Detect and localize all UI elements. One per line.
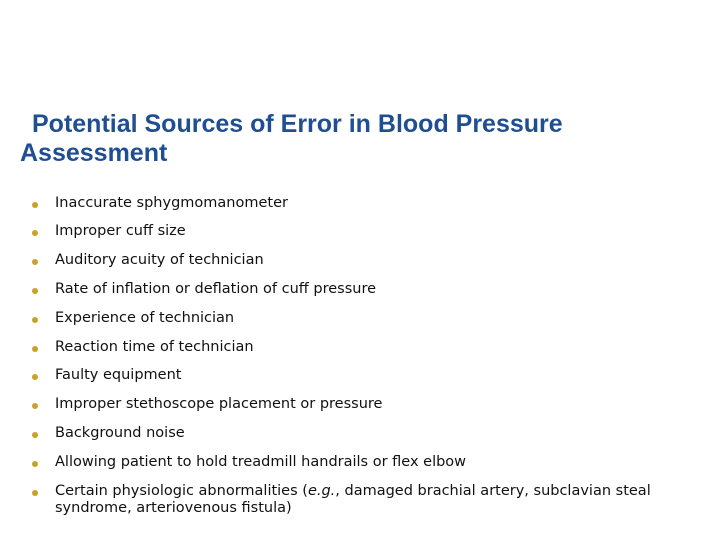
bullet-dot-icon	[32, 403, 38, 409]
bullet-dot-icon	[32, 202, 38, 208]
bullet-dot-icon	[32, 432, 38, 438]
bullet-text: Faulty equipment	[55, 367, 182, 383]
bullet-text: Background noise	[55, 425, 185, 441]
slide-title-text: Potential Sources of Error in Blood Pressure Assessment	[20, 110, 563, 167]
bullet-text: Improper stethoscope placement or pressure	[55, 396, 383, 412]
bullet-text-last	[55, 483, 692, 517]
bullet-dot-icon	[32, 490, 38, 496]
bullet-dot-icon	[32, 346, 38, 352]
bullet-item	[32, 454, 692, 471]
bullet-text: Improper cuff size	[55, 223, 186, 239]
bullet-text: Inaccurate sphygmomanometer	[55, 195, 288, 211]
bullet-dot-icon	[32, 288, 38, 294]
bullet-text: Auditory acuity of technician	[55, 252, 264, 268]
bullet-item	[32, 195, 692, 212]
bullet-item	[32, 252, 692, 269]
bullet-item	[32, 339, 692, 356]
bullet-item	[32, 367, 692, 384]
bullet-item	[32, 425, 692, 442]
bullet-text: Experience of technician	[55, 310, 235, 326]
bullet-item	[32, 396, 692, 413]
bullet-text: Allowing patient to hold treadmill handrails or flex elbow	[55, 454, 467, 470]
bullet-item	[32, 223, 692, 240]
bullet-text-after: , damaged brachial artery, subclavian steal syndrome, arteriovenous fistula)	[55, 483, 651, 516]
bullet-item-last	[32, 483, 692, 517]
bullet-dot-icon	[32, 461, 38, 467]
bullet-dot-icon	[32, 230, 38, 236]
bullet-text: Rate of inflation or deflation of cuff pressure	[55, 281, 377, 297]
bullet-dot-icon	[32, 259, 38, 265]
bullet-text-italic: e.g.	[307, 483, 336, 499]
bullet-item	[32, 281, 692, 298]
bullet-dot-icon	[32, 374, 38, 380]
bullet-dot-icon	[32, 317, 38, 323]
bullet-text-before: Certain physiologic abnormalities (	[55, 483, 308, 499]
bullet-item	[32, 310, 692, 327]
bullet-text: Reaction time of technician	[55, 339, 254, 355]
